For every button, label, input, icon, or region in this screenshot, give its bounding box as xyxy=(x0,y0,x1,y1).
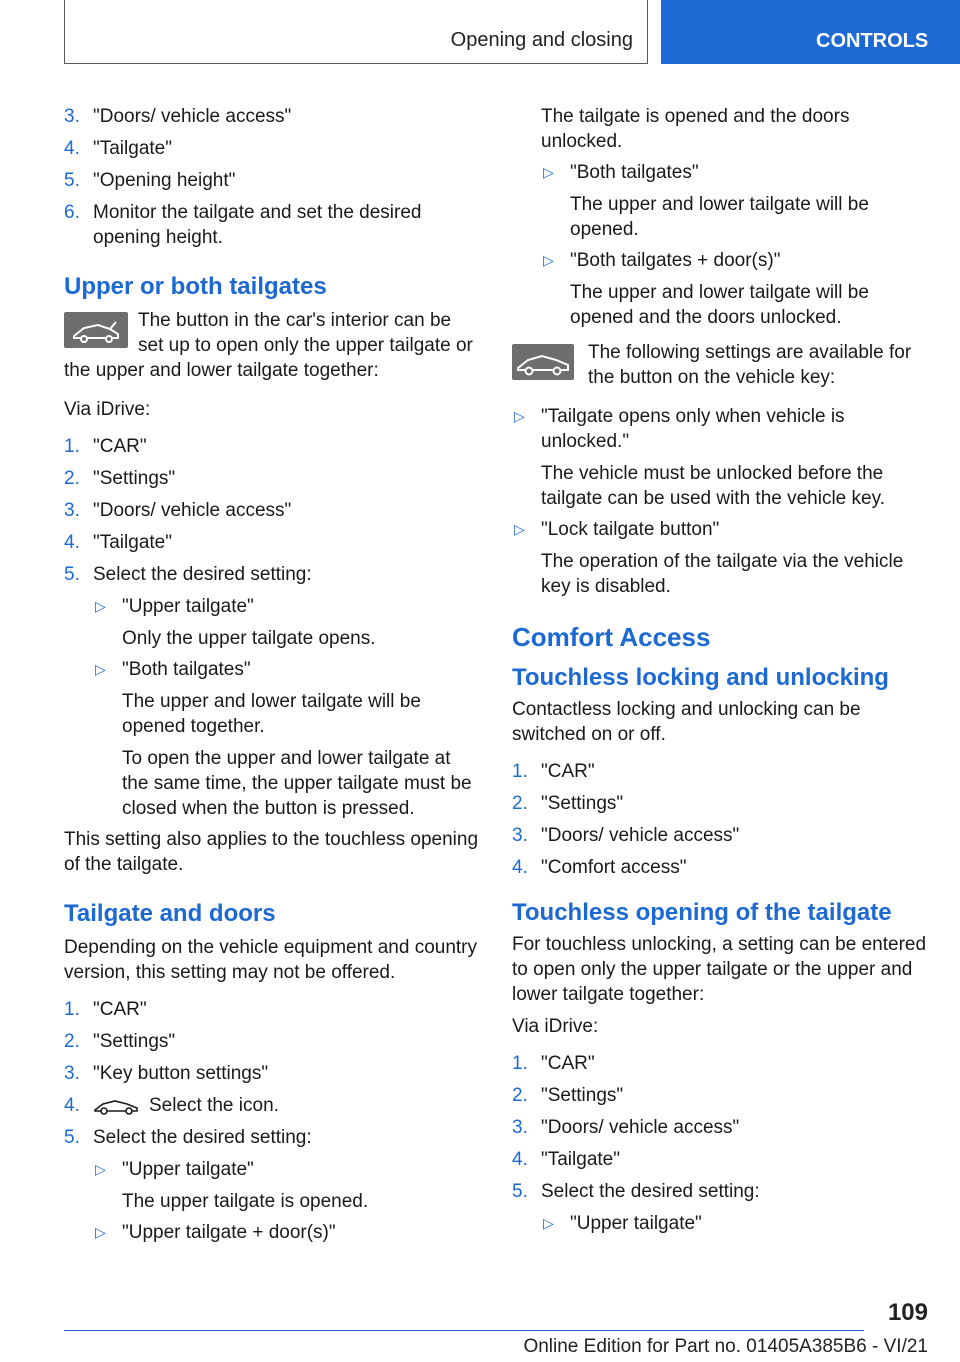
bullet-item: ▷ "Upper tailgate" xyxy=(543,1213,702,1234)
bullet-list xyxy=(541,160,928,330)
bullet-item: ▷ "Upper tailgate" Only the upper tailgate opens. xyxy=(95,596,376,649)
triangle-bullet-icon: ▷ xyxy=(543,164,554,180)
list-item: 4. "Comfort access" xyxy=(512,857,687,878)
bullet-list xyxy=(512,404,928,599)
continued-text: The tailgate is opened and the doors unlocked. xyxy=(541,106,850,152)
heading-touchless-opening: Touchless opening of the tailgate xyxy=(512,899,892,926)
triangle-bullet-icon: ▷ xyxy=(95,1224,106,1240)
list-item: 2. "Settings" xyxy=(64,1031,176,1052)
section-title: Opening and closing xyxy=(450,29,633,51)
triangle-bullet-icon: ▷ xyxy=(543,252,554,268)
list-item: 3. "Doors/ vehicle access" xyxy=(512,825,740,846)
car-outline-icon xyxy=(93,1097,141,1115)
triangle-bullet-icon: ▷ xyxy=(95,1161,106,1177)
footer-divider xyxy=(64,1330,864,1331)
triangle-bullet-icon: ▷ xyxy=(543,1215,554,1231)
heading-tailgate-doors: Tailgate and doors xyxy=(64,900,276,927)
list-item: 1. "CAR" xyxy=(64,999,147,1020)
heading-comfort-access: Comfort Access xyxy=(512,622,711,652)
left-column xyxy=(64,104,480,1251)
running-header xyxy=(64,0,648,64)
touchless-note: This setting also applies to the touchless opening of the tailgate. xyxy=(64,829,479,875)
triangle-bullet-icon: ▷ xyxy=(95,598,106,614)
doors-intro: Depending on the vehicle equipment and country version, this setting may not be offered. xyxy=(64,937,478,983)
list-item: 4. "Tailgate" xyxy=(64,138,172,159)
list-item: 3. "Key button settings" xyxy=(64,1063,269,1084)
bullet-item: ▷ "Both tailgates + door(s)" The upper and lower tailgate will be opened and the doors unlocked. xyxy=(543,250,869,328)
page-number: 109 xyxy=(887,1299,928,1326)
list-item: 4. "Tailgate" xyxy=(64,532,172,553)
numbered-list xyxy=(512,759,928,880)
triangle-bullet-icon: ▷ xyxy=(95,661,106,677)
bullet-list xyxy=(93,594,480,821)
lock-intro: Contactless locking and unlocking can be switched on or off. xyxy=(512,699,861,745)
list-item: 2. "Settings" xyxy=(512,1085,624,1106)
numbered-list xyxy=(64,434,480,587)
list-item: 1. "CAR" xyxy=(512,1053,595,1074)
via-idrive: Via iDrive: xyxy=(512,1016,599,1037)
chapter-tab-label: CONTROLS xyxy=(816,30,929,52)
bullet-list xyxy=(541,1211,928,1236)
list-item: 5. Select the desired setting: xyxy=(512,1181,760,1202)
bullet-list xyxy=(93,1157,480,1245)
chapter-tab xyxy=(661,0,960,64)
key-car-icon xyxy=(512,344,574,380)
numbered-list xyxy=(512,1051,928,1204)
heading-upper-tailgates: Upper or both tailgates xyxy=(64,273,327,300)
bullet-item: ▷ "Tailgate opens only when vehicle is unlocked." The vehicle must be unlocked before the tailgate can be used with the vehicle key. xyxy=(514,406,885,509)
bullet-item: ▷ "Lock tailgate button" The operation of the tailgate via the vehicle key is disabled. xyxy=(514,519,904,597)
bullet-item: ▷ "Upper tailgate" The upper tailgate is opened. xyxy=(95,1159,369,1212)
list-item: 3. "Doors/ vehicle access" xyxy=(64,500,292,521)
right-column xyxy=(512,104,928,1242)
heading-touchless-locking: Touchless locking and unlocking xyxy=(512,664,889,691)
key-intro: The following settings are available for the button on the vehicle key: xyxy=(512,340,928,390)
list-item: 2. "Settings" xyxy=(512,793,624,814)
numbered-list xyxy=(64,104,480,250)
list-item: 6. Monitor the tailgate and set the desired opening height. xyxy=(64,202,422,248)
list-item: 4. Select the icon. xyxy=(64,1095,279,1116)
bullet-item: ▷ "Both tailgates" The upper and lower tailgate will be opened. xyxy=(543,162,869,240)
footer-edition: Online Edition for Part no. 01405A385B6 - VI/21 xyxy=(523,1336,928,1357)
list-item: 5. Select the desired setting: xyxy=(64,564,312,585)
bullet-item: ▷ "Both tailgates" The upper and lower tailgate will be opened together. To open the upper and lower tailgate at the same time, the upper tailgate must be closed when the button is pressed. xyxy=(95,659,472,819)
list-item: 3. "Doors/ vehicle access" xyxy=(512,1117,740,1138)
list-item: 1. "CAR" xyxy=(64,436,147,457)
list-item: 5. "Opening height" xyxy=(64,170,236,191)
upper-intro: The button in the car's interior can be set up to open only the upper tailgate or the upper and lower tailgate together: xyxy=(64,310,473,381)
via-idrive: Via iDrive: xyxy=(64,399,151,420)
triangle-bullet-icon: ▷ xyxy=(514,521,525,537)
list-item: 1. "CAR" xyxy=(512,761,595,782)
open-intro: For touchless unlocking, a setting can be entered to open only the upper tailgate or the upper and lower tailgate together: xyxy=(512,934,927,1005)
triangle-bullet-icon: ▷ xyxy=(514,408,525,424)
numbered-list xyxy=(64,997,480,1150)
list-item: 2. "Settings" xyxy=(64,468,176,489)
list-item: 5. Select the desired setting: xyxy=(64,1127,312,1148)
list-item: 4. "Tailgate" xyxy=(512,1149,620,1170)
tailgate-button-icon xyxy=(64,312,128,348)
list-item: 3. "Doors/ vehicle access" xyxy=(64,106,292,127)
bullet-item: ▷ "Upper tailgate + door(s)" xyxy=(95,1222,336,1243)
